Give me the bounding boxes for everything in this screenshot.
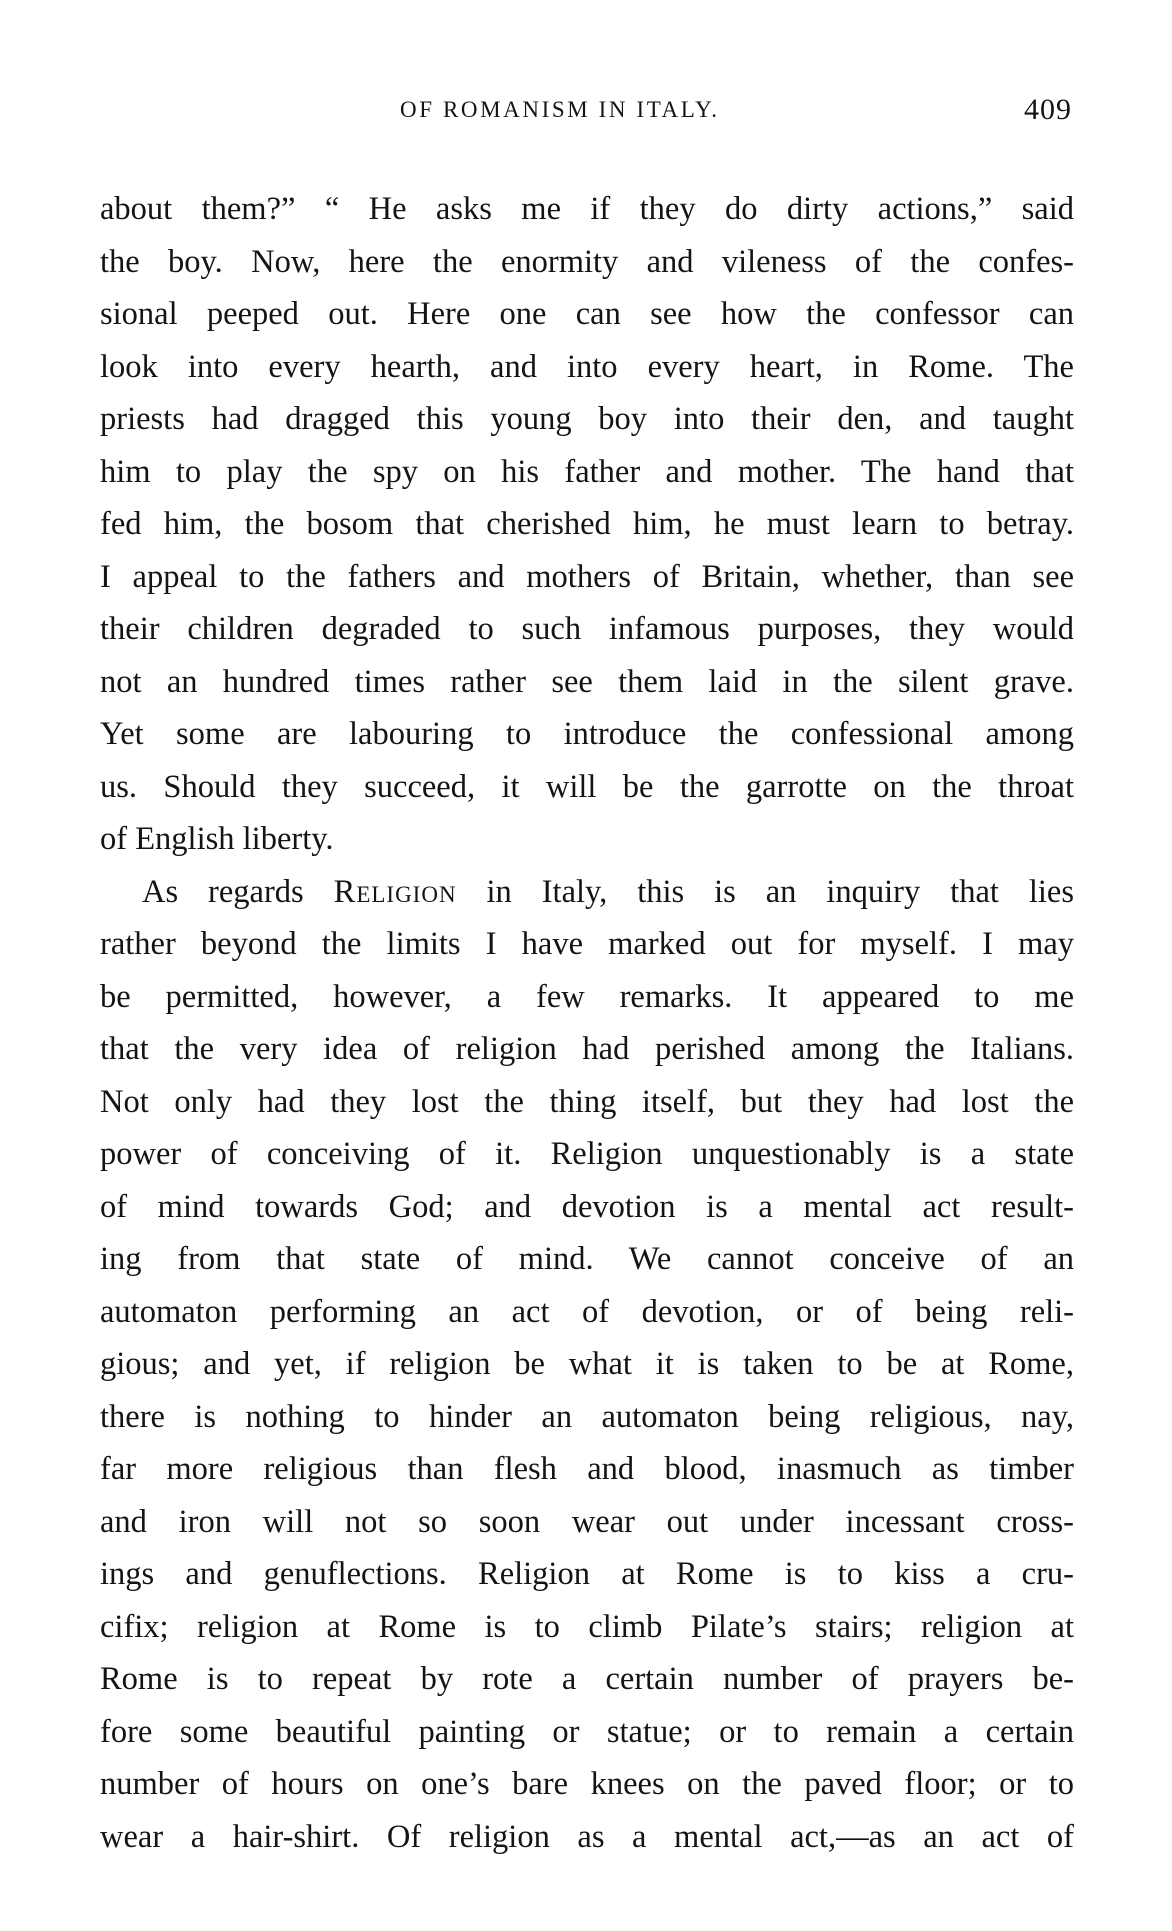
text-run: As regards (142, 873, 334, 910)
text-line: fed him, the bosom that cherished him, he must learn to betray. (100, 506, 1074, 542)
text-line: their children degraded to such infamous purposes, they would (100, 611, 1074, 647)
text-line: automaton performing an act of devotion, or of being reli- (100, 1293, 1074, 1330)
text-line: ings and genuflections. Religion at Rome is to kiss a cru- (100, 1556, 1074, 1592)
text-line: him to play the spy on his father and mother. The hand that (100, 453, 1074, 490)
paragraph-religion (100, 866, 1074, 1864)
text-line: ing from that state of mind. We cannot conceive of an (100, 1241, 1074, 1277)
text-line: about them?” “ He asks me if they do dirty actions,” said (100, 191, 1074, 227)
text-line: priests had dragged this young boy into their den, and taught (100, 401, 1074, 437)
running-head (0, 93, 1172, 137)
text-line: Yet some are labouring to introduce the confessional among (100, 716, 1074, 752)
text-run: in Italy, this is an inquiry that lies (456, 873, 1074, 910)
text-line: number of hours on one’s bare knees on the paved floor; or to (100, 1766, 1074, 1802)
body-text (100, 183, 1074, 1863)
text-line: wear a hair-shirt. Of religion as a mental act,—as an act of (100, 1818, 1074, 1855)
text-line: of English liberty. (100, 821, 334, 857)
text-line: look into every hearth, and into every heart, in Rome. The (100, 348, 1074, 385)
text-line: be permitted, however, a few remarks. It appeared to me (100, 978, 1074, 1015)
text-line: fore some beautiful painting or statue; or to remain a certain (100, 1713, 1074, 1750)
text-line: not an hundred times rather see them laid in the silent grave. (100, 663, 1074, 700)
text-line: us. Should they succeed, it will be the garrotte on the throat (100, 768, 1074, 805)
text-line: cifix; religion at Rome is to climb Pilate’s stairs; religion at (100, 1608, 1074, 1645)
page-number: 409 (1024, 93, 1072, 126)
text-line: gious; and yet, if religion be what it is taken to be at Rome, (100, 1346, 1074, 1382)
running-title: OF ROMANISM IN ITALY. (400, 97, 720, 122)
text-line: the boy. Now, here the enormity and vileness of the confes- (100, 243, 1074, 280)
text-line: rather beyond the limits I have marked out for myself. I may (100, 926, 1074, 962)
text-line: Not only had they lost the thing itself, but they had lost the (100, 1083, 1074, 1120)
text-line: sional peeped out. Here one can see how the confessor can (100, 296, 1074, 332)
text-line: that the very idea of religion had perished among the Italians. (100, 1031, 1074, 1067)
text-line: of mind towards God; and devotion is a mental act result- (100, 1188, 1074, 1225)
text-line: I appeal to the fathers and mothers of Britain, whether, than see (100, 558, 1074, 595)
paragraph-confessional (100, 183, 1074, 866)
text-line: and iron will not so soon wear out under incessant cross- (100, 1503, 1074, 1540)
small-caps-term: Religion (333, 873, 457, 910)
text-line: Rome is to repeat by rote a certain number of prayers be- (100, 1661, 1074, 1697)
text-line-first (100, 866, 1074, 919)
text-line: power of conceiving of it. Religion unquestionably is a state (100, 1136, 1074, 1172)
text-line: far more religious than flesh and blood, inasmuch as timber (100, 1451, 1074, 1487)
text-line: there is nothing to hinder an automaton being religious, nay, (100, 1398, 1074, 1435)
